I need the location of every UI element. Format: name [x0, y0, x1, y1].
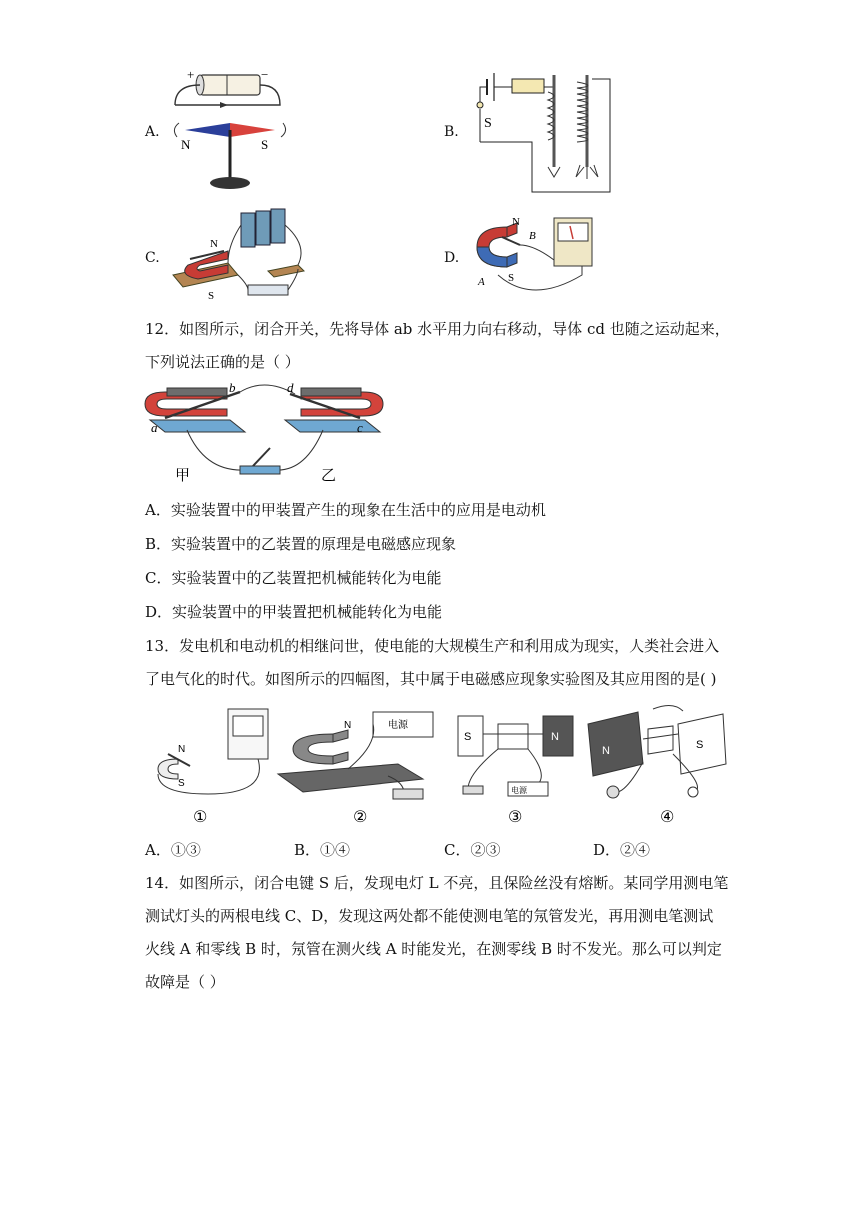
q14-line1: 14．如图所示，闭合电键 S 后，发现电灯 L 不亮，且保险丝没有熔断。某同学用测电笔 — [145, 874, 729, 892]
q13-figure-1 — [158, 709, 268, 826]
fig3-s: S — [464, 731, 472, 743]
option-label-d: D. — [444, 250, 460, 266]
q14-line4: 故障是（ ） — [145, 973, 225, 991]
q12-stem-line2: 下列说法正确的是（ ） — [145, 353, 300, 371]
fig4-n: N — [602, 745, 610, 757]
fig-label-2: ② — [353, 807, 368, 826]
option-label-c: C. — [145, 250, 160, 266]
q12-generator-motor-figure — [145, 382, 385, 487]
fig1-n: N — [178, 744, 186, 755]
fig3-power: 电源 — [511, 786, 527, 795]
fig2-power: 电源 — [388, 720, 408, 731]
north-label: N — [181, 137, 191, 152]
q13-option-d: D．②④ — [593, 841, 651, 859]
point-b-label: B — [529, 230, 536, 242]
q13-option-b: B．①④ — [294, 841, 351, 859]
q12-option-d: D．实验装置中的甲装置把机械能转化为电能 — [145, 603, 443, 621]
fig1-s: S — [178, 778, 185, 789]
south-label: S — [508, 272, 515, 284]
plus-sign: + — [187, 67, 195, 82]
label-a: a — [151, 420, 158, 435]
q13-figure-4 — [588, 705, 726, 826]
option-label-a: A. — [145, 124, 160, 140]
galvanometer-figure — [472, 215, 602, 295]
q12-option-c: C．实验装置中的乙装置把机械能转化为电能 — [145, 569, 442, 587]
label-b: b — [229, 380, 236, 395]
south-label: S — [261, 137, 269, 152]
compass-battery-figure — [165, 65, 295, 195]
q13-stem-line2: 了电气化的时代。如图所示的四幅图，其中属于电磁感应现象实验图及其应用图的是( ) — [145, 670, 717, 688]
switch-label: S — [484, 116, 492, 131]
label-jia: 甲 — [175, 466, 191, 484]
south-label: S — [208, 290, 215, 302]
q13-four-figures — [148, 704, 733, 829]
q13-stem-line1: 13．发电机和电动机的相继问世，使电能的大规模生产和利用成为现实，人类社会进入 — [145, 637, 720, 655]
motor-experiment-figure — [168, 205, 318, 305]
label-yi: 乙 — [321, 466, 337, 484]
point-a-label: A — [478, 276, 485, 288]
electromagnet-nails-figure — [472, 67, 612, 197]
label-d: d — [287, 380, 294, 395]
minus-sign: − — [261, 67, 269, 82]
q12-option-a: A．实验装置中的甲装置产生的现象在生活中的应用是电动机 — [145, 501, 546, 519]
q14-line3: 火线 A 和零线 B 时，氖管在测火线 A 时能发光，在测零线 B 时不发光。那么可以判定 — [145, 940, 722, 958]
label-c: c — [357, 420, 363, 435]
q13-figure-2 — [278, 712, 433, 826]
fig2-n: N — [344, 720, 352, 731]
q13-option-a: A．①③ — [145, 841, 201, 859]
fig4-s: S — [696, 739, 704, 751]
fig-label-1: ① — [193, 807, 208, 826]
q12-stem-line1: 12．如图所示，闭合开关，先将导体 ab 水平用力向右移动，导体 cd 也随之运动起来， — [145, 320, 730, 338]
q14-line2: 测试灯头的两根电线 C、D，发现这两处都不能使测电笔的氖管发光，再用测电笔测试 — [145, 907, 714, 925]
north-label: N — [512, 216, 520, 228]
q12-option-b: B．实验装置中的乙装置的原理是电磁感应现象 — [145, 535, 457, 553]
north-label: N — [210, 238, 218, 250]
q13-figure-3 — [458, 716, 573, 826]
option-label-b: B. — [444, 124, 459, 140]
fig3-n: N — [551, 731, 559, 743]
fig-label-4: ④ — [660, 807, 675, 826]
fig-label-3: ③ — [508, 807, 523, 826]
q13-option-c: C．②③ — [444, 841, 501, 859]
